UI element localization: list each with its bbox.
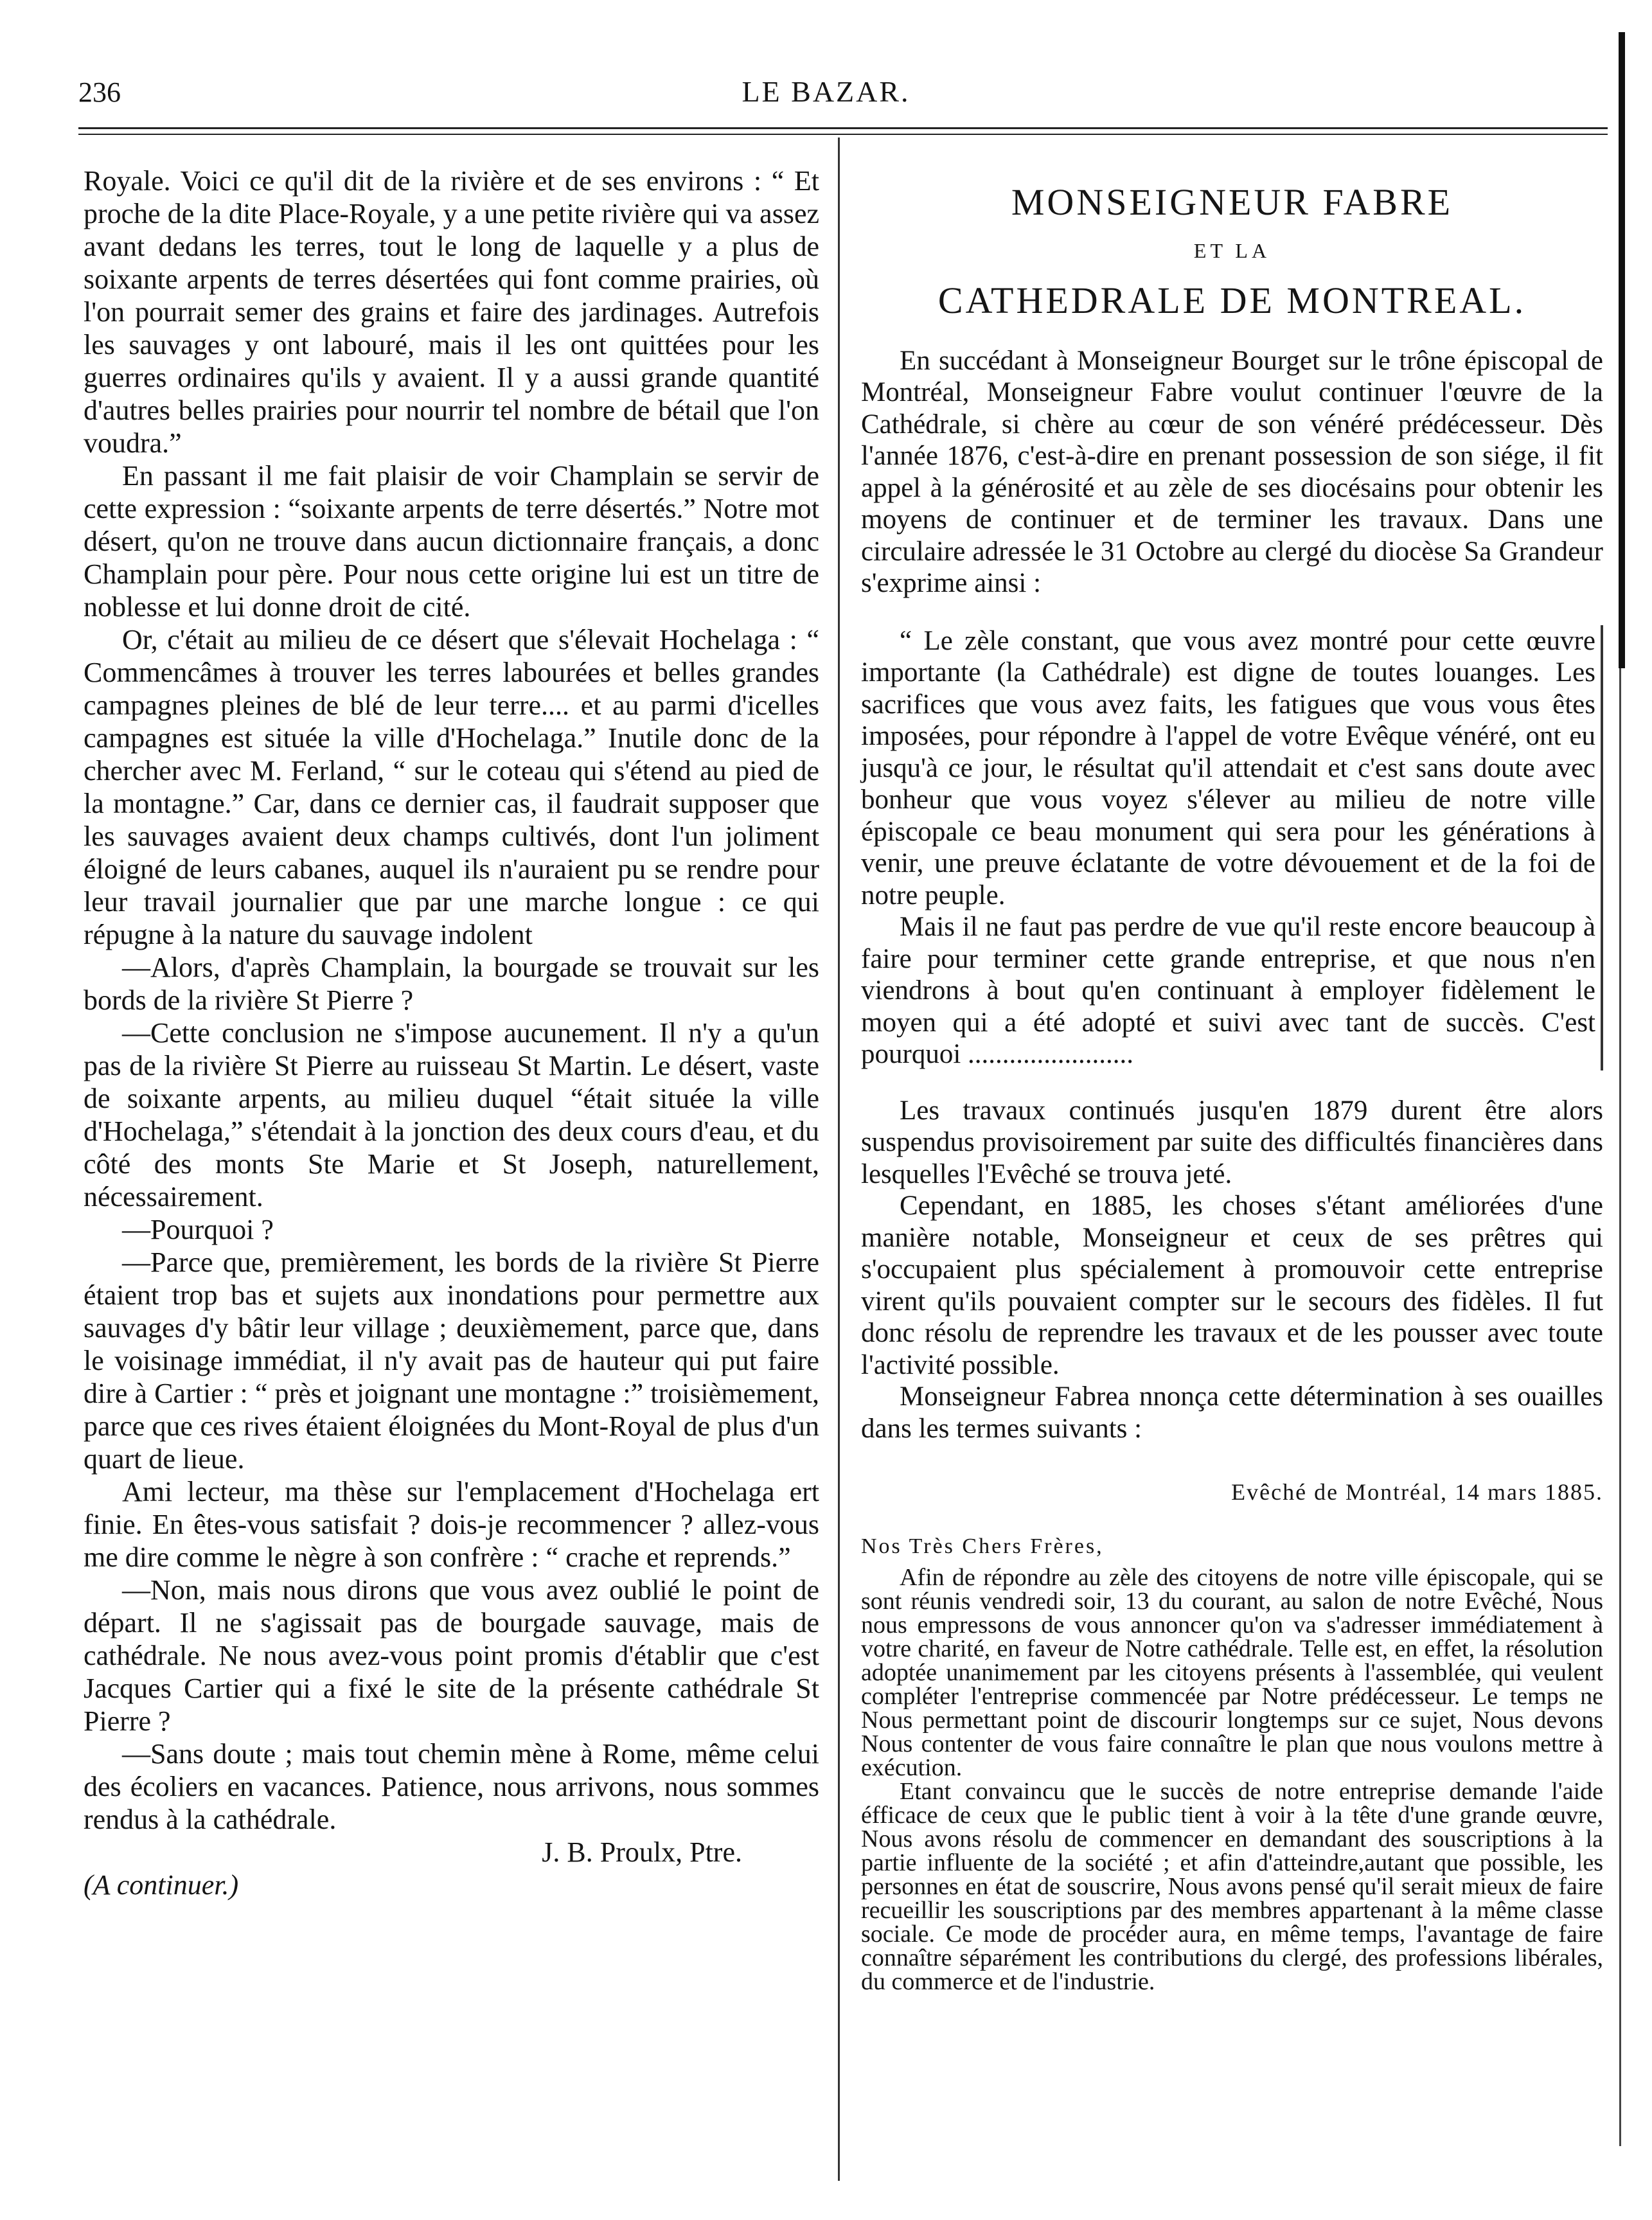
author-signature: J. B. Proulx, Ptre.: [542, 1836, 742, 1868]
header-rule-top: [78, 127, 1608, 129]
left-paragraph: —Cette conclusion ne s'impose aucunement. Il n'y a qu'un pas de la rivière St Pierre au ruisseau St Martin. Le désert, vaste de soixante arpents, au milieu duquel “était située la ville d'Hochelaga,” s'étendait à la jonction des deux cours d'eau, et du côté des monts Ste Marie et St Joseph, naturellement, nécessairement.: [84, 1017, 819, 1212]
column-divider: [838, 138, 840, 2181]
letter-dateline: Evêché de Montréal, 14 mars 1885.: [1231, 1479, 1603, 1505]
article-intro: En succédant à Monseigneur Bourget sur le trône épiscopal de Montréal, Monseigneur Fabre voulut continuer l'œuvre de la Cathédrale, si chère au cœur de son vénéré prédécesseur. Dès l'année 1876, c'est-à-dire en prenant possession de son siége, il fit appel à la générosité et au zèle de ses diocésains pour obtenir les moyens de continuer et de terminer les travaux. Dans une circulaire adressée le 31 Octobre au clergé du diocèse Sa Grandeur s'exprime ainsi :: [861, 345, 1603, 598]
continued-note: (A continuer.): [84, 1869, 239, 1901]
article-title: MONSEIGNEUR FABRE: [1011, 181, 1453, 223]
quote-paragraph: Mais il ne faut pas perdre de vue qu'il reste encore beaucoup à faire pour terminer cette grande entreprise, et que nous n'en viendrons à bout qu'en continuant à employer fidèlement le moyen qui a été adopté et suivi avec tant de succès. C'est pourquoi ........................: [861, 912, 1595, 1069]
left-paragraph: —Sans doute ; mais tout chemin mène à Rome, même celui des écoliers en vacances. Patience, nous arrivons, nous sommes rendus à la cathédrale.: [84, 1738, 819, 1835]
letter-paragraph: Afin de répondre au zèle des citoyens de notre ville épiscopale, qui se sont réunis vendredi soir, 13 du courant, au salon de notre Evêché, Nous nous empressons de vous annoncer qu'on va s'adresser immédiatement à votre charité, en faveur de Notre cathédrale. Telle est, en effet, la résolution adoptée unanimement par les citoyens présents à l'assemblée, qui veulent compléter l'entreprise commencée par Notre prédécesseur. Le temps ne Nous permettant point de discourir longtemps sur ce sujet, Nous devons Nous contenter de vous faire connaître le plan que nous voulons mettre à exécution.: [861, 1564, 1603, 1781]
left-paragraph: En passant il me fait plaisir de voir Champlain se servir de cette expression : “soixante arpents de terre désertés.” Notre mot désert, qu'on ne trouve dans aucun dictionnaire français, a donc Champlain pour père. Pour nous cette origine lui est un titre de noblesse et lui donne droit de cité.: [84, 460, 819, 623]
letter-paragraph: Etant convaincu que le succès de notre entreprise demande l'aide éfficace de ceux que le public tient à voir à la tête d'une grande œuvre, Nous avons résolu de commencer en demandant des souscriptions à la partie influente de la société ; et afin d'atteindre,autant que possible, les personnes en état de souscrire, Nous avons pensé qu'il serait mieux de faire recueillir les souscriptions par des membres appartenant à la même classe sociale. Ce mode de procéder aura, en même temps, l'avantage de faire connaître séparément les contributions du clergé, des professions libérales, du commerce et de l'industrie.: [861, 1778, 1603, 1995]
quote-paragraph: “ Le zèle constant, que vous avez montré pour cette œuvre importante (la Cathédrale) est digne de toutes louanges. Les sacrifices que vous avez faits, les fatigues que vous vous êtes imposées, pour répondre à l'appel de votre Evêque vénéré, ont eu jusqu'à ce jour, le résultat qu'il attendait et c'est sans doute avec bonheur que vous voyez s'élever au milieu de notre ville épiscopale ce beau monument qui sera pour les générations à venir, une preuve éclatante de votre dévouement et de la foi de notre peuple.: [861, 625, 1595, 910]
left-paragraph: Royale. Voici ce qu'il dit de la rivière et de ses environs : “ Et proche de la dite Place-Royale, y a une petite rivière qui va assez avant dedans les terres, tout le long de laquelle y a plus de soixante arpents de terres désertées qui font comme prairies, où l'on pourrait semer des grains et faire des jardinages. Autrefois les sauvages y ont labouré, mais il les ont quittées pour les guerres ordinaires qu'ils y avaient. Il y a aussi grande quantité d'autres belles prairies pour nourrir tel nombre de bétail que l'on voudra.”: [84, 165, 819, 459]
page-edge-line: [1619, 668, 1621, 2146]
page-edge-shadow: [1619, 32, 1625, 668]
left-paragraph: Ami lecteur, ma thèse sur l'emplacement d'Hochelaga ert finie. En êtes-vous satisfait ? dois-je recommencer ? allez-vous me dire comme le nègre à son confrère : “ crache et reprends.”: [84, 1476, 819, 1573]
running-title: LE BAZAR.: [742, 75, 910, 108]
letter-salutation: Nos Très Chers Frères,: [861, 1534, 1104, 1558]
body-paragraph: Monseigneur Fabrea nnonça cette détermination à ses ouailles dans les termes suivants :: [861, 1381, 1603, 1444]
header-rule-bottom: [78, 134, 1608, 135]
article-title-conjunction: ET LA: [1193, 238, 1271, 262]
pastoral-letter: [861, 1566, 1603, 1994]
right-column: [861, 164, 1603, 1994]
left-paragraph: —Alors, d'après Champlain, la bourgade se trouvait sur les bords de la rivière St Pierre ?: [84, 952, 819, 1016]
body-paragraph: Cependant, en 1885, les choses s'étant améliorées d'une manière notable, Monseigneur et ceux de ses prêtres qui s'occupaient plus spécialement à promouvoir cette entreprise virent qu'ils pouvaient compter sur le secours des fidèles. Il fut donc résolu de reprendre les travaux et de les pousser avec toute l'activité possible.: [861, 1191, 1603, 1380]
article-subtitle: CATHEDRALE DE MONTREAL.: [937, 280, 1527, 321]
left-paragraph: —Non, mais nous dirons que vous avez oublié le point de départ. Il ne s'agissait pas de bourgade sauvage, mais de cathédrale. Ne nous avez-vous point promis d'établir que c'est Jacques Cartier qui a fixé le site de la présente cathédrale St Pierre ?: [84, 1574, 819, 1737]
body-paragraph: Les travaux continués jusqu'en 1879 durent être alors suspendus provisoirement par suite des difficultés financières dans lesquelles l'Evêché se trouva jeté.: [861, 1095, 1603, 1189]
left-paragraph: Or, c'était au milieu de ce désert que s'élevait Hochelaga : “ Commencâmes à trouver les terres labourées et belles grandes campagnes pleines de blé de leur terre.... et au parmi d'icelles campagnes est située la ville d'Hochelaga.” Inutile donc de la chercher avec M. Ferland, “ sur le coteau qui s'étend au pied de la montagne.” Car, dans ce dernier cas, il faudrait supposer que les sauvages avaient deux champs cultivés, dont l'un joliment éloigné de leurs cabanes, auquel ils n'auraient pu se rendre pour leur travail journalier que par une marche longue : ce qui répugne à la nature du sauvage indolent: [84, 624, 819, 950]
left-paragraph: —Pourquoi ?: [122, 1214, 274, 1245]
circular-quote: [861, 625, 1603, 1070]
left-column: [84, 164, 819, 1901]
page-number: 236: [78, 76, 121, 108]
left-paragraph: —Parce que, premièrement, les bords de la rivière St Pierre étaient trop bas et sujets aux inondations pour permettre aux sauvages d'y bâtir leur village ; deuxièmement, parce que, dans le voisinage immédiat, il n'y avait pas de hauteur qui put faire dire à Cartier : “ près et joignant une montagne :” troisièmement, parce que ces rives étaient éloignées du Mont-Royal de plus d'un quart de lieue.: [84, 1247, 819, 1475]
